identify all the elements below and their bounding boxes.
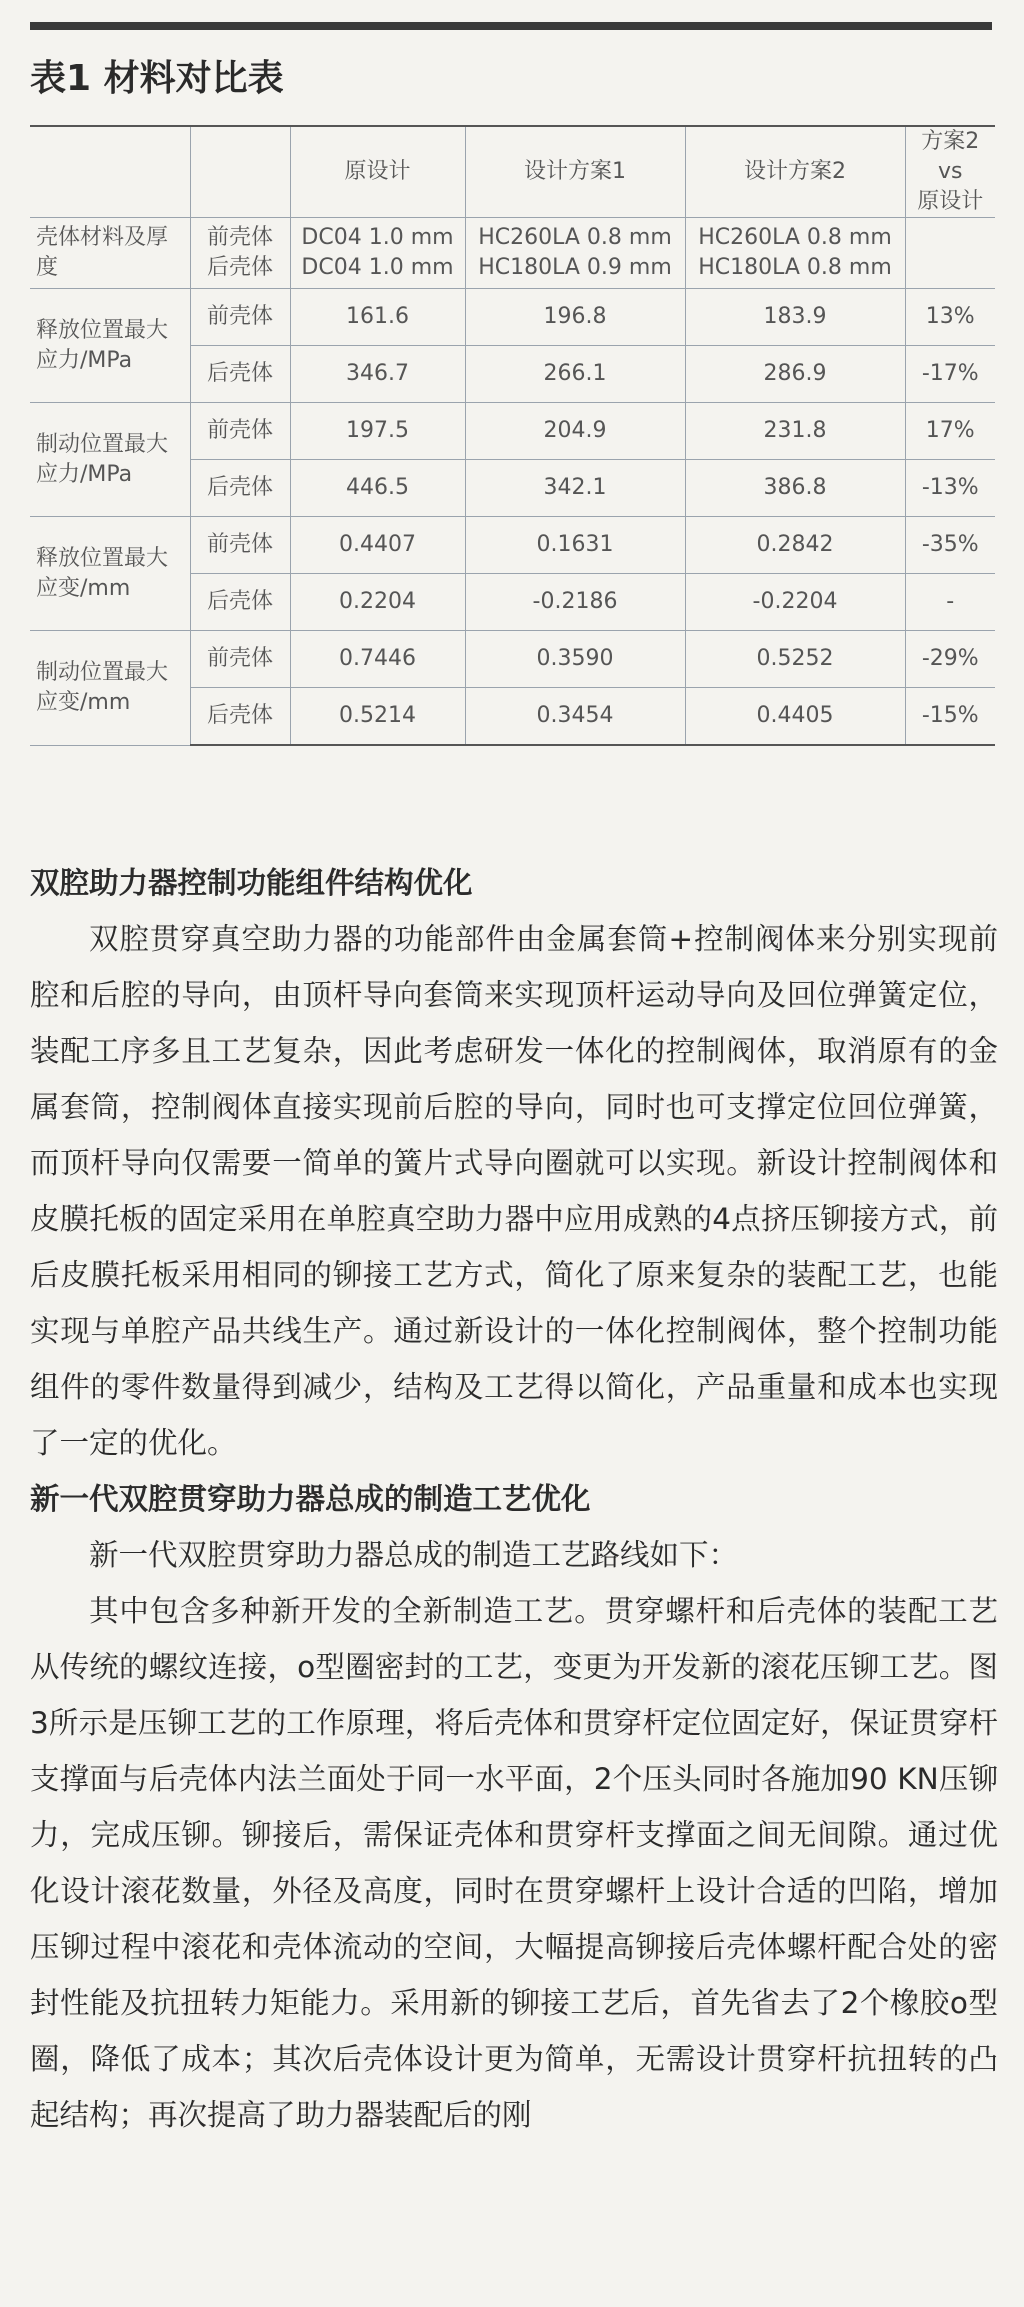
table-header-row	[30, 126, 995, 218]
article-body	[30, 855, 998, 2143]
paragraph-control-optimization: 双腔贯穿真空助力器的功能部件由金属套筒+控制阀体来分别实现前腔和后腔的导向，由顶杆导向套筒来实现顶杆运动导向及回位弹簧定位，装配工序多且工艺复杂，因此考虑研发一体化的控制阀体，取消原有的金属套筒，控制阀体直接实现前后腔的导向，同时也可支撑定位回位弹簧，而顶杆导向仅需要一简单的簧片式导向圈就可以实现。新设计控制阀体和皮膜托板的固定采用在单腔真空助力器中应用成熟的4点挤压铆接方式，前后皮膜托板采用相同的铆接工艺方式，简化了原来复杂的装配工艺，也能实现与单腔产品共线生产。通过新设计的一体化控制阀体，整个控制功能组件的零件数量得到减少，结构及工艺得以简化，产品重量和成本也实现了一定的优化。	[30, 922, 998, 1460]
table-cell: HC260LA 0.8 mm HC180LA 0.9 mm	[465, 218, 685, 289]
table-cell: 286.9	[685, 346, 905, 403]
table-row	[30, 289, 995, 346]
header-cell	[465, 126, 685, 218]
table-row	[30, 631, 995, 688]
table-cell: -13%	[905, 460, 995, 517]
section-heading-control-optimization: 双腔助力器控制功能组件结构优化	[30, 866, 473, 900]
table-cell: -29%	[905, 631, 995, 688]
header-cell-empty	[190, 126, 290, 218]
table-cell: 0.5252	[685, 631, 905, 688]
table-cell: 17%	[905, 403, 995, 460]
header-cell-empty	[30, 126, 190, 218]
header-cell	[290, 126, 465, 218]
table-row	[30, 517, 995, 574]
header-cell	[905, 126, 995, 218]
table-cell: 266.1	[465, 346, 685, 403]
table-cell: 183.9	[685, 289, 905, 346]
table-cell: -15%	[905, 688, 995, 746]
header-cell	[685, 126, 905, 218]
top-rule	[30, 22, 992, 30]
paragraph-process-route: 新一代双腔贯穿助力器总成的制造工艺路线如下：	[89, 1538, 739, 1572]
table-cell: -17%	[905, 346, 995, 403]
row-label: 释放位置最大应变/mm	[30, 517, 190, 631]
table-cell: -0.2186	[465, 574, 685, 631]
table-cell: 后壳体	[190, 346, 290, 403]
table-cell: 204.9	[465, 403, 685, 460]
material-comparison-table	[30, 125, 995, 746]
table-cell: 0.4407	[290, 517, 465, 574]
table-cell: 后壳体	[190, 574, 290, 631]
table-cell: 197.5	[290, 403, 465, 460]
header-orig-design: 原设计	[344, 159, 411, 184]
table-cell: 前壳体	[190, 631, 290, 688]
table-cell: 386.8	[685, 460, 905, 517]
table-cell: 446.5	[290, 460, 465, 517]
table-cell: 0.3590	[465, 631, 685, 688]
table-cell: 前壳体 后壳体	[190, 218, 290, 289]
header-vs: 方案2 vs 原设计	[917, 129, 984, 214]
table-row	[30, 218, 995, 289]
table-cell: 346.7	[290, 346, 465, 403]
row-label: 制动位置最大应变/mm	[30, 631, 190, 746]
table-cell: 前壳体	[190, 403, 290, 460]
row-label: 释放位置最大应力/MPa	[30, 289, 190, 403]
table-cell: 196.8	[465, 289, 685, 346]
table-cell: 161.6	[290, 289, 465, 346]
row-label: 制动位置最大应力/MPa	[30, 403, 190, 517]
table-cell: DC04 1.0 mm DC04 1.0 mm	[290, 218, 465, 289]
table-title: 表1 材料对比表	[30, 58, 284, 99]
section-heading-manufacturing-optimization: 新一代双腔贯穿助力器总成的制造工艺优化	[30, 1482, 591, 1516]
table-cell: 0.1631	[465, 517, 685, 574]
table-cell: HC260LA 0.8 mm HC180LA 0.8 mm	[685, 218, 905, 289]
table-cell: -0.2204	[685, 574, 905, 631]
table-cell: 前壳体	[190, 289, 290, 346]
header-plan1: 设计方案1	[524, 159, 626, 184]
table-cell: -	[905, 574, 995, 631]
paragraph-riveting-process: 其中包含多种新开发的全新制造工艺。贯穿螺杆和后壳体的装配工艺从传统的螺纹连接，o型圈密封的工艺，变更为开发新的滚花压铆工艺。图3所示是压铆工艺的工作原理，将后壳体和贯穿杆定位固定好，保证贯穿杆支撑面与后壳体内法兰面处于同一水平面，2个压头同时各施加90 KN压铆力，完成压铆。铆接后，需保证壳体和贯穿杆支撑面之间无间隙。通过优化设计滚花数量，外径及高度，同时在贯穿螺杆上设计合适的凹陷，增加压铆过程中滚花和壳体流动的空间，大幅提高铆接后壳体螺杆配合处的密封性能及抗扭转力矩能力。采用新的铆接工艺后，首先省去了2个橡胶o型圈，降低了成本；其次后壳体设计更为简单，无需设计贯穿杆抗扭转的凸起结构；再次提高了助力器装配后的刚	[30, 1594, 998, 2132]
table-cell: 0.5214	[290, 688, 465, 746]
table-cell: 231.8	[685, 403, 905, 460]
table-cell: -35%	[905, 517, 995, 574]
table-cell: 0.7446	[290, 631, 465, 688]
table-cell: 后壳体	[190, 460, 290, 517]
table-cell: 0.2842	[685, 517, 905, 574]
row-label: 壳体材料及厚度	[30, 218, 190, 289]
table-cell: 前壳体	[190, 517, 290, 574]
table-cell: 342.1	[465, 460, 685, 517]
table-cell: 0.3454	[465, 688, 685, 746]
table-cell: 后壳体	[190, 688, 290, 746]
table-cell: 0.4405	[685, 688, 905, 746]
header-plan2: 设计方案2	[744, 159, 846, 184]
material-table-wrap	[30, 125, 995, 746]
table-cell: 0.2204	[290, 574, 465, 631]
table-row	[30, 403, 995, 460]
table-cell: 13%	[905, 289, 995, 346]
